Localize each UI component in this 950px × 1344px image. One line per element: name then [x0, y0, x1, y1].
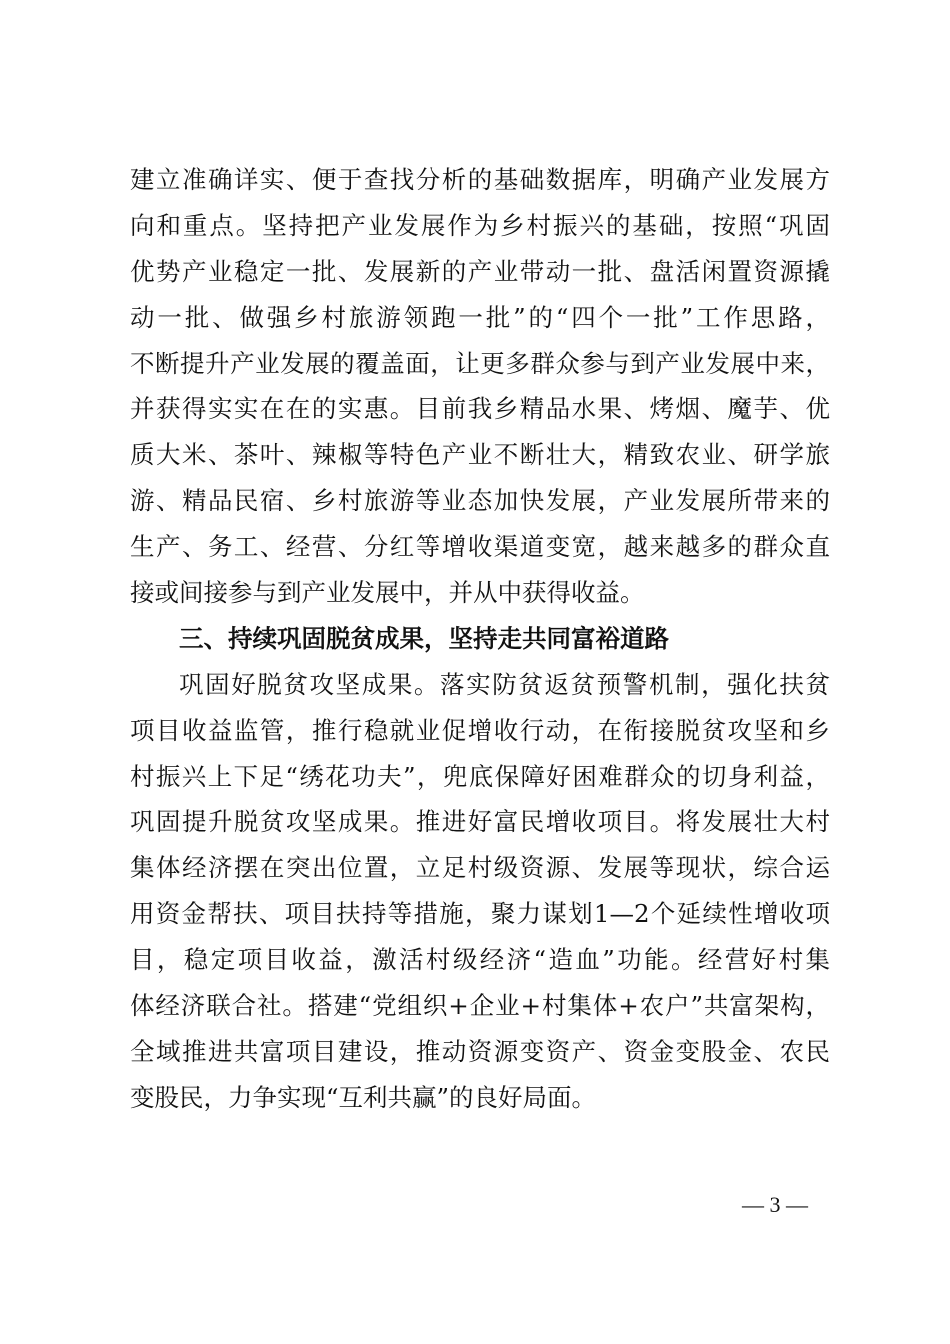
- paragraph-line: 巩固好脱贫攻坚成果。落实防贫返贫预警机制，强化扶贫: [179, 669, 830, 699]
- paragraph-1: [130, 157, 830, 616]
- paragraph-line: 不断提升产业发展的覆盖面，让更多群众参与到产业发展中来，: [130, 348, 830, 378]
- paragraph-line: 村振兴上下足“绣花功夫”，兜底保障好困难群众的切身利益，: [130, 761, 830, 791]
- paragraph-line: 体经济联合社。搭建“党组织+企业+村集体+农户”共富架构，: [130, 991, 830, 1021]
- paragraph-line: 生产、务工、经营、分红等增收渠道变宽，越来越多的群众直: [130, 532, 830, 562]
- paragraph-line: 集体经济摆在突出位置，立足村级资源、发展等现状，综合运: [130, 853, 830, 883]
- paragraph-2: [130, 662, 830, 1121]
- paragraph-line: 接或间接参与到产业发展中，并从中获得收益。: [130, 578, 645, 608]
- paragraph-line: 巩固提升脱贫攻坚成果。推进好富民增收项目。将发展壮大村: [130, 807, 830, 837]
- paragraph-line: 游、精品民宿、乡村旅游等业态加快发展，产业发展所带来的: [130, 486, 830, 516]
- paragraph-line: 用资金帮扶、项目扶持等措施，聚力谋划1—2个延续性增收项: [130, 899, 830, 929]
- paragraph-line: 并获得实实在在的实惠。目前我乡精品水果、烤烟、魔芋、优: [130, 394, 830, 424]
- page-number: — 3 —: [742, 1192, 808, 1217]
- paragraph-line: 动一批、做强乡村旅游领跑一批”的“四个一批”工作思路，: [130, 302, 830, 332]
- paragraph-line: 变股民，力争实现“互利共赢”的良好局面。: [130, 1082, 597, 1112]
- paragraph-line: 项目收益监管，推行稳就业促增收行动，在衔接脱贫攻坚和乡: [130, 715, 830, 745]
- paragraph-line: 建立准确详实、便于查找分析的基础数据库，明确产业发展方: [130, 165, 830, 194]
- document-body: [130, 157, 830, 1121]
- paragraph-line: 向和重点。坚持把产业发展作为乡村振兴的基础，按照“巩固: [130, 210, 830, 240]
- paragraph-line: 质大米、茶叶、辣椒等特色产业不断壮大，精致农业、研学旅: [130, 440, 830, 470]
- section-heading: 三、持续巩固脱贫成果，坚持走共同富裕道路: [179, 623, 669, 653]
- paragraph-line: 全域推进共富项目建设，推动资源变资产、资金变股金、农民: [130, 1036, 830, 1066]
- paragraph-line: 目，稳定项目收益，激活村级经济“造血”功能。经营好村集: [130, 945, 830, 975]
- paragraph-line: 优势产业稳定一批、发展新的产业带动一批、盘活闲置资源撬: [130, 256, 830, 286]
